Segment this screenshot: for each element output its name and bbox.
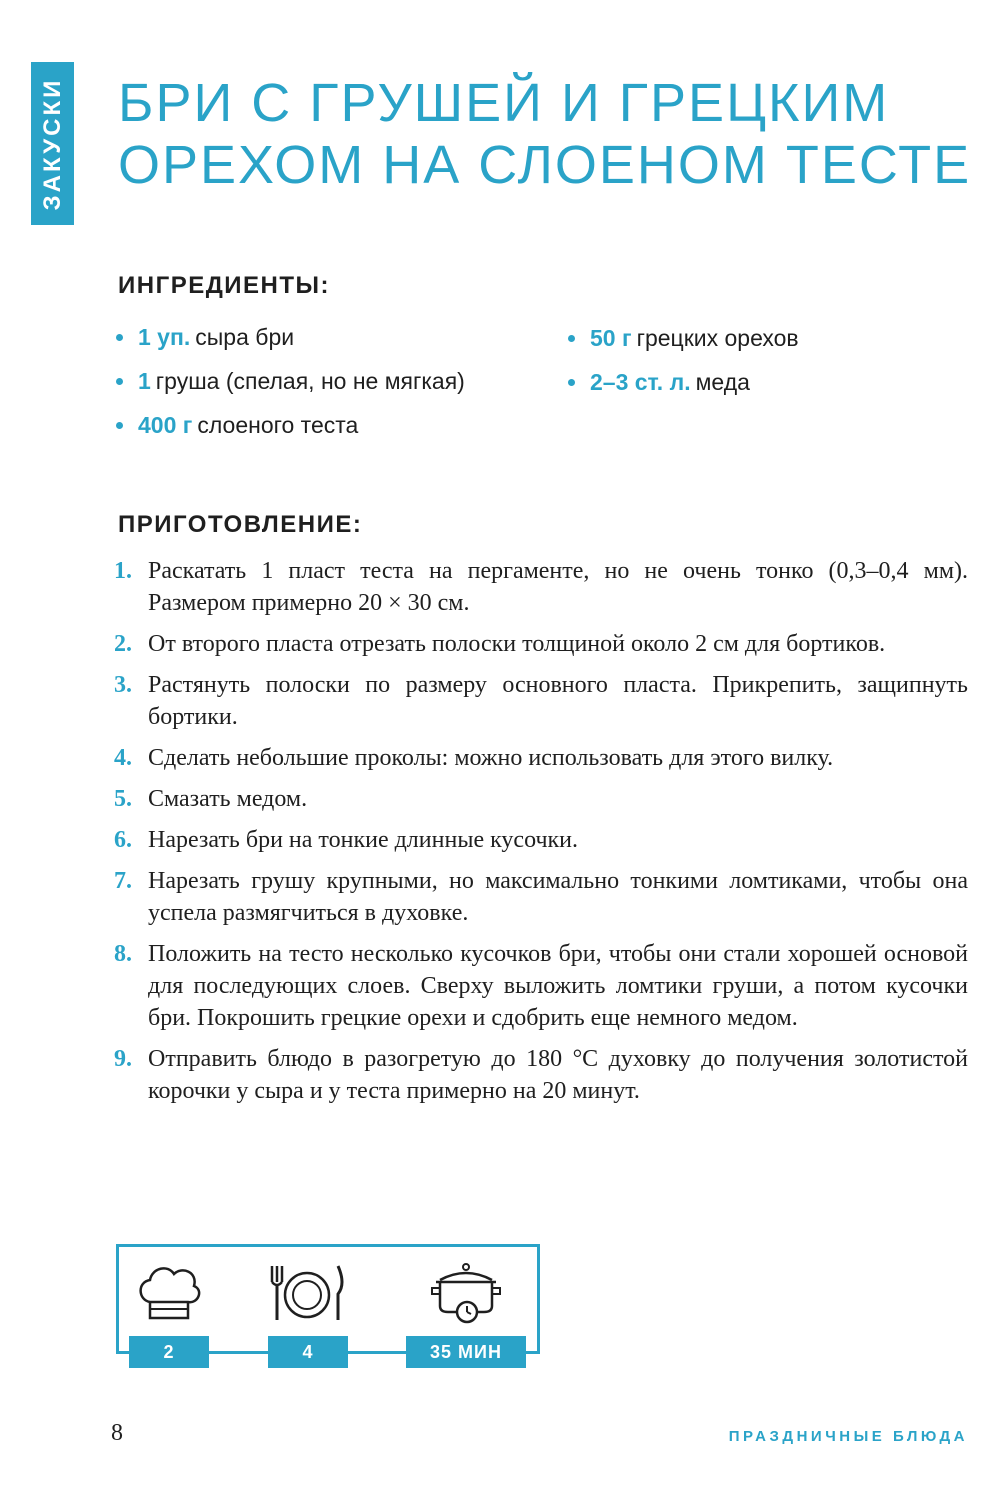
step-item [112, 742, 968, 774]
ingredient-item [116, 322, 465, 366]
step-text: Растянуть полоски по размеру основного пласта. Прикрепить, защипнуть бортики. [148, 672, 968, 730]
running-footer: ПРАЗДНИЧНЫЕ БЛЮДА [728, 1428, 968, 1445]
step-item [112, 824, 968, 856]
ingredient-quantity: 2–3 ст. л. [590, 369, 691, 395]
step-number: 5. [114, 786, 132, 812]
cook-time-badge: 35 МИН [406, 1336, 526, 1368]
preparation-steps [112, 555, 968, 1116]
step-text: Смазать медом. [148, 786, 308, 812]
step-text: Нарезать грушу крупными, но максимально тонкими ломтиками, чтобы она успела размягчиться в духовке. [148, 868, 968, 926]
step-item [112, 1043, 968, 1107]
ingredient-quantity: 400 г [138, 412, 193, 438]
step-item [112, 555, 968, 619]
step-text: Раскатать 1 пласт теста на пергаменте, но не очень тонко (0,3–0,4 мм). Размером примерно 20 × 30 см. [148, 558, 968, 616]
step-text: Положить на тесто несколько кусочков бри, чтобы они стали хорошей основой для последующих слоев. Сверху выложить ломтики груши, а потом кусочки бри. Покрошить грецкие орехи и сдобрить еще немного медом. [148, 941, 968, 1031]
difficulty-badge: 2 [129, 1336, 209, 1368]
step-number: 3. [114, 672, 132, 698]
step-number: 4. [114, 745, 132, 771]
step-number: 6. [114, 827, 132, 853]
servings-badge: 4 [268, 1336, 348, 1368]
ingredient-quantity: 1 уп. [138, 324, 191, 350]
ingredient-text: груша (спелая, но не мягкая) [155, 368, 465, 394]
ingredient-text: слоеного теста [197, 412, 359, 438]
step-number: 1. [114, 558, 132, 584]
plate-cutlery-icon [266, 1262, 348, 1324]
ingredient-text: грецких орехов [636, 325, 799, 351]
ingredient-item [116, 366, 465, 410]
step-item [112, 938, 968, 1034]
ingredient-item [116, 410, 465, 454]
ingredient-quantity: 50 г [590, 325, 632, 351]
ingredient-quantity: 1 [138, 368, 151, 394]
step-item [112, 628, 968, 660]
ingredient-text: меда [695, 369, 750, 395]
step-number: 9. [114, 1046, 132, 1072]
ingredients-heading: ИНГРЕДИЕНТЫ: [118, 272, 331, 299]
ingredient-item [568, 323, 799, 367]
ingredient-text: сыра бри [195, 324, 295, 350]
ingredients-list-left [116, 322, 465, 454]
ingredients-list-right [568, 323, 799, 411]
step-text: Нарезать бри на тонкие длинные кусочки. [148, 827, 579, 853]
step-text: Отправить блюдо в разогретую до 180 °С духовку до получения золотистой корочки у сыра и у теста примерно на 20 минут. [148, 1046, 968, 1104]
step-number: 2. [114, 631, 132, 657]
step-number: 7. [114, 868, 132, 894]
step-item [112, 669, 968, 733]
page-number: 8 [111, 1420, 123, 1446]
section-tab-label: ЗАКУСКИ [38, 77, 66, 210]
pot-timer-icon [430, 1262, 502, 1326]
step-item [112, 783, 968, 815]
ingredient-item [568, 367, 799, 411]
step-text: От второго пласта отрезать полоски толщиной около 2 см для бортиков. [148, 631, 886, 657]
recipe-title: БРИ С ГРУШЕЙ И ГРЕЦКИМ ОРЕХОМ НА СЛОЕНОМ ТЕСТЕ [118, 73, 972, 195]
step-text: Сделать небольшие проколы: можно использовать для этого вилку. [148, 745, 834, 771]
section-tab [31, 62, 74, 225]
step-item [112, 865, 968, 929]
chef-hat-icon [134, 1262, 204, 1324]
preparation-heading: ПРИГОТОВЛЕНИЕ: [118, 511, 363, 538]
step-number: 8. [114, 941, 132, 967]
